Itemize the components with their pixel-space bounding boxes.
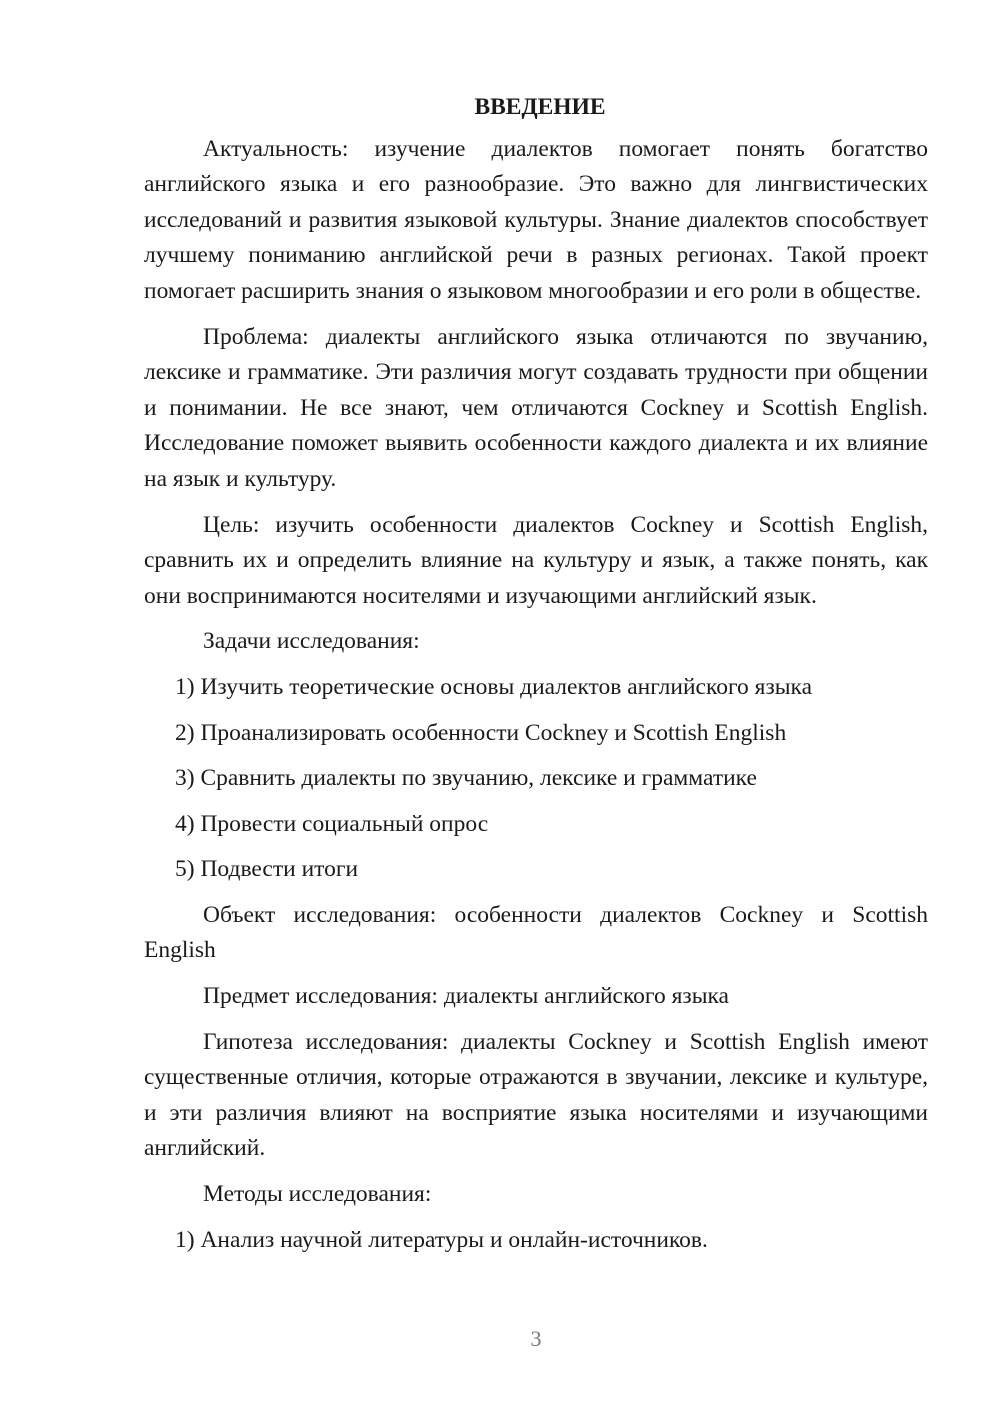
subject-paragraph: Предмет исследования: диалекты английского языка [203,983,729,1010]
problem-paragraph: Проблема: диалекты английского языка отличаются по звучанию, лексике и грамматике. Эти различия могут создавать трудности при общении и понимании. Не все знают, чем отличаются Cockney и Scottish English. Исследование поможет выявить особенности каждого диалекта и их влияние на язык и культуру. [144,323,928,492]
page-number: 3 [530,1326,542,1351]
list-item: 4) Провести социальный опрос [175,810,489,837]
object-paragraph: Объект исследования: особенности диалектов Cockney и Scottish English [144,901,928,964]
document-body [144,90,928,1268]
list-item: 1) Изучить теоретические основы диалектов английского языка [175,673,813,700]
methods-heading: Методы исследования: [203,1181,432,1208]
list-item: 1) Анализ научной литературы и онлайн-источников. [175,1226,708,1253]
list-item: 3) Сравнить диалекты по звучанию, лексике и грамматике [175,765,757,792]
list-item: 5) Подвести итоги [175,856,359,883]
methods-list [144,1223,928,1259]
hypothesis-paragraph: Гипотеза исследования: диалекты Cockney и Scottish English имеют существенные отличия, которые отражаются в звучании, лексике и культуре, и эти различия влияют на восприятие языка носителями и изучающими английский. [144,1028,928,1162]
list-item: 2) Проанализировать особенности Cockney и Scottish English [175,719,787,746]
tasks-list [144,670,928,888]
goal-paragraph: Цель: изучить особенности диалектов Cockney и Scottish English, сравнить их и определить влияние на культуру и язык, а также понять, как они воспринимаются носителями и изучающими английский язык. [144,511,928,609]
section-title: ВВЕДЕНИЕ [474,94,606,120]
relevance-paragraph: Актуальность: изучение диалектов помогает понять богатство английского языка и его разнообразие. Это важно для лингвистических исследований и развития языковой культуры. Знание диалектов способствует лучшему пониманию английской речи в разных регионах. Такой проект помогает расширить знания о языковом многообразии и его роли в обществе. [144,135,928,304]
tasks-heading: Задачи исследования: [203,628,420,655]
